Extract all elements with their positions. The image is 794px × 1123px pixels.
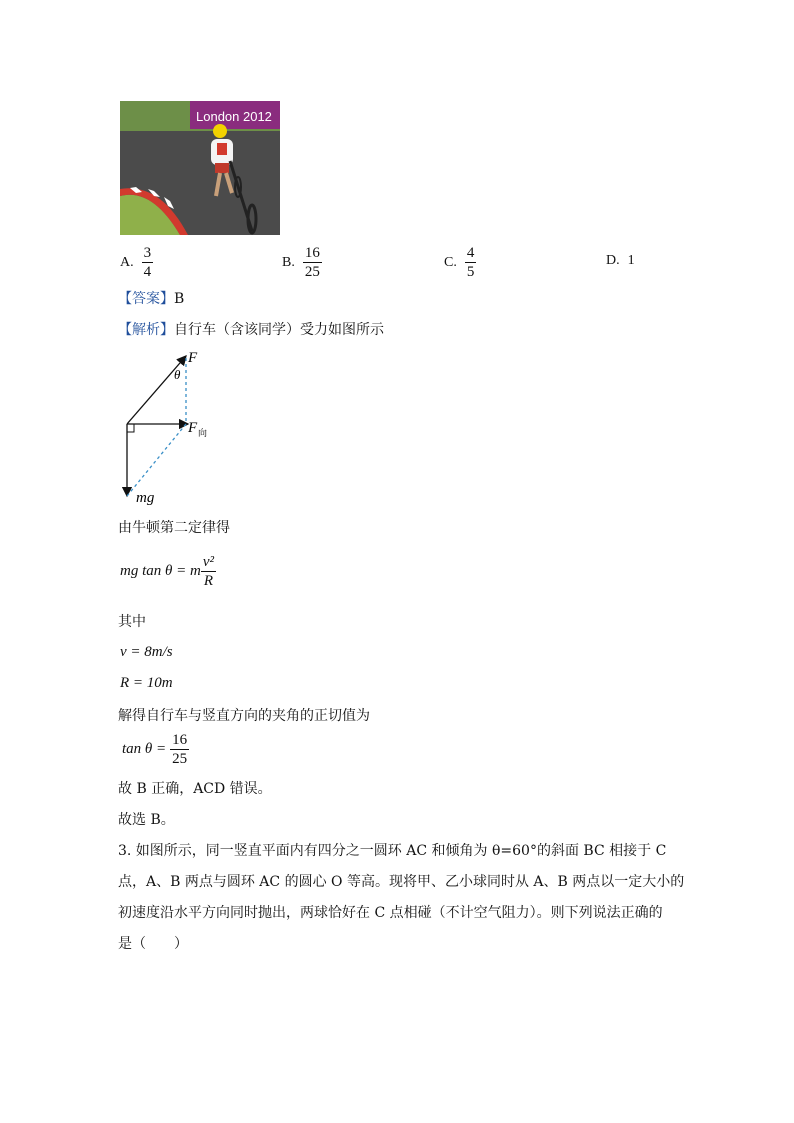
dashed-diagonal bbox=[127, 424, 186, 496]
option-b bbox=[282, 244, 322, 281]
radius-equation: R = 10m bbox=[120, 675, 173, 691]
answer-tag: 【答案】 bbox=[118, 291, 174, 307]
equation-1-lhs: mg tan θ = m bbox=[120, 563, 201, 579]
equation-2-lhs: tan θ = bbox=[122, 741, 167, 757]
equation-1 bbox=[120, 553, 216, 590]
question-3-line-2: 点，A、B 两点与圆环 AC 的圆心 O 等高。现将甲、乙小球同时从 A、B 两点以一定大小的 bbox=[118, 874, 685, 890]
choose-line: 故选 B。 bbox=[118, 812, 175, 828]
where-line: 其中 bbox=[118, 614, 146, 630]
option-d-value: 1 bbox=[627, 253, 635, 268]
label-fn-subscript: 向 bbox=[198, 429, 208, 439]
option-d bbox=[606, 253, 635, 269]
option-b-label: B. bbox=[282, 254, 295, 270]
option-d-label: D. bbox=[606, 253, 620, 268]
option-a bbox=[120, 244, 153, 281]
cyclist-photo-illustration bbox=[120, 101, 280, 235]
right-angle-mark bbox=[127, 424, 134, 432]
helmet bbox=[213, 124, 227, 138]
option-a-fraction bbox=[142, 244, 154, 281]
cyclist-photo bbox=[120, 101, 280, 235]
banner-text: London 2012 bbox=[196, 109, 272, 124]
option-b-denominator: 25 bbox=[304, 264, 320, 280]
option-c-fraction bbox=[465, 244, 477, 281]
velocity-equation: v = 8m/s bbox=[120, 644, 173, 660]
option-c-denominator: 5 bbox=[466, 264, 475, 280]
label-fn: F bbox=[188, 420, 198, 436]
equation-2-fraction bbox=[170, 731, 189, 768]
analysis-intro: 自行车（含该同学）受力如图所示 bbox=[174, 322, 384, 338]
label-f: F bbox=[188, 350, 198, 366]
conclusion-line: 故 B 正确，ACD 错误。 bbox=[118, 781, 272, 797]
equation-2 bbox=[122, 731, 189, 768]
label-theta: θ bbox=[174, 367, 181, 382]
option-c-label: C. bbox=[444, 254, 457, 270]
question-3-line-3: 初速度沿水平方向同时抛出，两球恰好在 C 点相碰（不计空气阻力）。则下列说法正确的 bbox=[118, 905, 663, 921]
equation-1-fraction bbox=[201, 553, 216, 590]
option-a-label: A. bbox=[120, 254, 134, 270]
option-c bbox=[444, 244, 476, 281]
equation-2-denominator: 25 bbox=[172, 751, 188, 767]
answer-line bbox=[118, 289, 184, 309]
newton-line: 由牛顿第二定律得 bbox=[118, 520, 230, 536]
question-3-line-4: 是（ ） bbox=[118, 936, 188, 952]
analysis-intro-line bbox=[118, 320, 384, 340]
label-mg: mg bbox=[136, 490, 155, 506]
option-b-numerator: 16 bbox=[304, 245, 320, 261]
equation-2-numerator: 16 bbox=[172, 732, 188, 748]
question-3-line-1: 3. 如图所示，同一竖直平面内有四分之一圆环 AC 和倾角为 θ=60°的斜面 BC 相接于 C bbox=[118, 843, 667, 859]
option-a-denominator: 4 bbox=[143, 264, 152, 280]
equation-1-numerator: v² bbox=[202, 554, 214, 570]
equation-1-denominator: R bbox=[203, 573, 213, 589]
force-diagram bbox=[118, 346, 228, 508]
solve-line: 解得自行车与竖直方向的夹角的正切值为 bbox=[118, 708, 370, 724]
analysis-tag: 【解析】 bbox=[118, 322, 174, 338]
option-a-numerator: 3 bbox=[143, 245, 152, 261]
option-c-numerator: 4 bbox=[466, 245, 475, 261]
answer-value: B bbox=[174, 291, 185, 307]
option-b-fraction bbox=[303, 244, 322, 281]
